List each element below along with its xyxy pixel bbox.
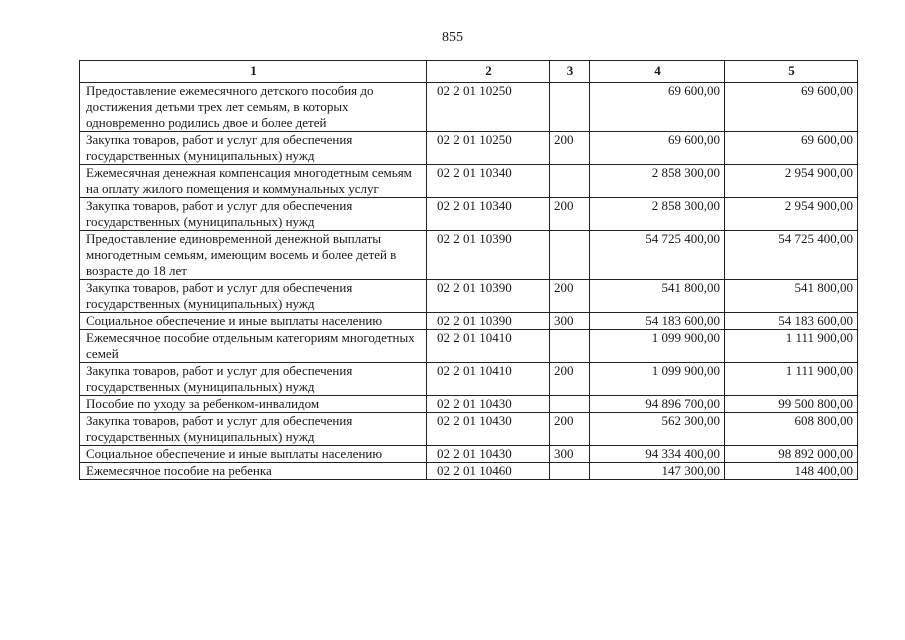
row-type — [550, 396, 590, 413]
table-row — [80, 132, 858, 165]
row-code: 02 2 01 10460 — [427, 463, 550, 480]
row-code: 02 2 01 10390 — [427, 313, 550, 330]
row-code: 02 2 01 10430 — [427, 396, 550, 413]
row-type: 200 — [550, 413, 590, 446]
row-code: 02 2 01 10250 — [427, 132, 550, 165]
row-type: 200 — [550, 363, 590, 396]
row-code: 02 2 01 10410 — [427, 363, 550, 396]
row-type: 300 — [550, 446, 590, 463]
table-row — [80, 83, 858, 132]
row-type — [550, 330, 590, 363]
row-value-5: 54 183 600,00 — [725, 313, 858, 330]
table-row — [80, 313, 858, 330]
row-value-5: 148 400,00 — [725, 463, 858, 480]
table-row — [80, 463, 858, 480]
table-row — [80, 231, 858, 280]
row-value-5: 608 800,00 — [725, 413, 858, 446]
row-name: Предоставление единовременной денежной выплаты многодетным семьям, имеющим восемь и более детей в возрасте до 18 лет — [80, 231, 427, 280]
row-name: Закупка товаров, работ и услуг для обеспечения государственных (муниципальных) нужд — [80, 280, 427, 313]
row-value-4: 147 300,00 — [590, 463, 725, 480]
column-header-5: 5 — [725, 61, 858, 83]
row-name: Ежемесячное пособие на ребенка — [80, 463, 427, 480]
row-name: Закупка товаров, работ и услуг для обеспечения государственных (муниципальных) нужд — [80, 132, 427, 165]
table-row — [80, 198, 858, 231]
row-type: 200 — [550, 198, 590, 231]
page-number: 855 — [442, 30, 463, 45]
row-code: 02 2 01 10430 — [427, 413, 550, 446]
row-value-5: 2 954 900,00 — [725, 165, 858, 198]
row-code: 02 2 01 10410 — [427, 330, 550, 363]
row-value-4: 94 334 400,00 — [590, 446, 725, 463]
row-type: 200 — [550, 280, 590, 313]
row-value-4: 69 600,00 — [590, 83, 725, 132]
table-row — [80, 396, 858, 413]
row-type: 200 — [550, 132, 590, 165]
row-value-5: 541 800,00 — [725, 280, 858, 313]
column-header-2: 2 — [427, 61, 550, 83]
row-name: Предоставление ежемесячного детского пособия до достижения детьми трех лет семьям, в которых одновременно родились двое и более детей — [80, 83, 427, 132]
table-row — [80, 413, 858, 446]
row-type — [550, 165, 590, 198]
row-name: Ежемесячное пособие отдельным категориям многодетных семей — [80, 330, 427, 363]
column-header-3: 3 — [550, 61, 590, 83]
row-code: 02 2 01 10250 — [427, 83, 550, 132]
row-value-4: 69 600,00 — [590, 132, 725, 165]
row-code: 02 2 01 10430 — [427, 446, 550, 463]
row-name: Социальное обеспечение и иные выплаты населению — [80, 313, 427, 330]
row-code: 02 2 01 10390 — [427, 280, 550, 313]
table-row — [80, 165, 858, 198]
row-name: Пособие по уходу за ребенком-инвалидом — [80, 396, 427, 413]
row-name: Закупка товаров, работ и услуг для обеспечения государственных (муниципальных) нужд — [80, 198, 427, 231]
row-name: Ежемесячная денежная компенсация многодетным семьям на оплату жилого помещения и коммунальных услуг — [80, 165, 427, 198]
row-name: Закупка товаров, работ и услуг для обеспечения государственных (муниципальных) нужд — [80, 363, 427, 396]
row-value-4: 1 099 900,00 — [590, 363, 725, 396]
row-name: Социальное обеспечение и иные выплаты населению — [80, 446, 427, 463]
row-type — [550, 83, 590, 132]
row-code: 02 2 01 10340 — [427, 198, 550, 231]
row-value-4: 2 858 300,00 — [590, 198, 725, 231]
row-value-4: 562 300,00 — [590, 413, 725, 446]
row-value-5: 99 500 800,00 — [725, 396, 858, 413]
row-value-4: 541 800,00 — [590, 280, 725, 313]
column-header-1: 1 — [80, 61, 427, 83]
row-code: 02 2 01 10340 — [427, 165, 550, 198]
column-header-4: 4 — [590, 61, 725, 83]
table-row — [80, 330, 858, 363]
row-value-5: 69 600,00 — [725, 132, 858, 165]
row-type — [550, 231, 590, 280]
row-type — [550, 463, 590, 480]
row-value-4: 54 725 400,00 — [590, 231, 725, 280]
table-row — [80, 363, 858, 396]
row-value-5: 1 111 900,00 — [725, 330, 858, 363]
row-type: 300 — [550, 313, 590, 330]
row-value-4: 54 183 600,00 — [590, 313, 725, 330]
row-name: Закупка товаров, работ и услуг для обеспечения государственных (муниципальных) нужд — [80, 413, 427, 446]
row-value-5: 69 600,00 — [725, 83, 858, 132]
row-code: 02 2 01 10390 — [427, 231, 550, 280]
header-row — [80, 61, 858, 83]
row-value-4: 2 858 300,00 — [590, 165, 725, 198]
table-row — [80, 446, 858, 463]
row-value-5: 54 725 400,00 — [725, 231, 858, 280]
row-value-5: 98 892 000,00 — [725, 446, 858, 463]
row-value-5: 2 954 900,00 — [725, 198, 858, 231]
budget-table — [79, 60, 858, 480]
row-value-4: 94 896 700,00 — [590, 396, 725, 413]
row-value-5: 1 111 900,00 — [725, 363, 858, 396]
row-value-4: 1 099 900,00 — [590, 330, 725, 363]
table-row — [80, 280, 858, 313]
